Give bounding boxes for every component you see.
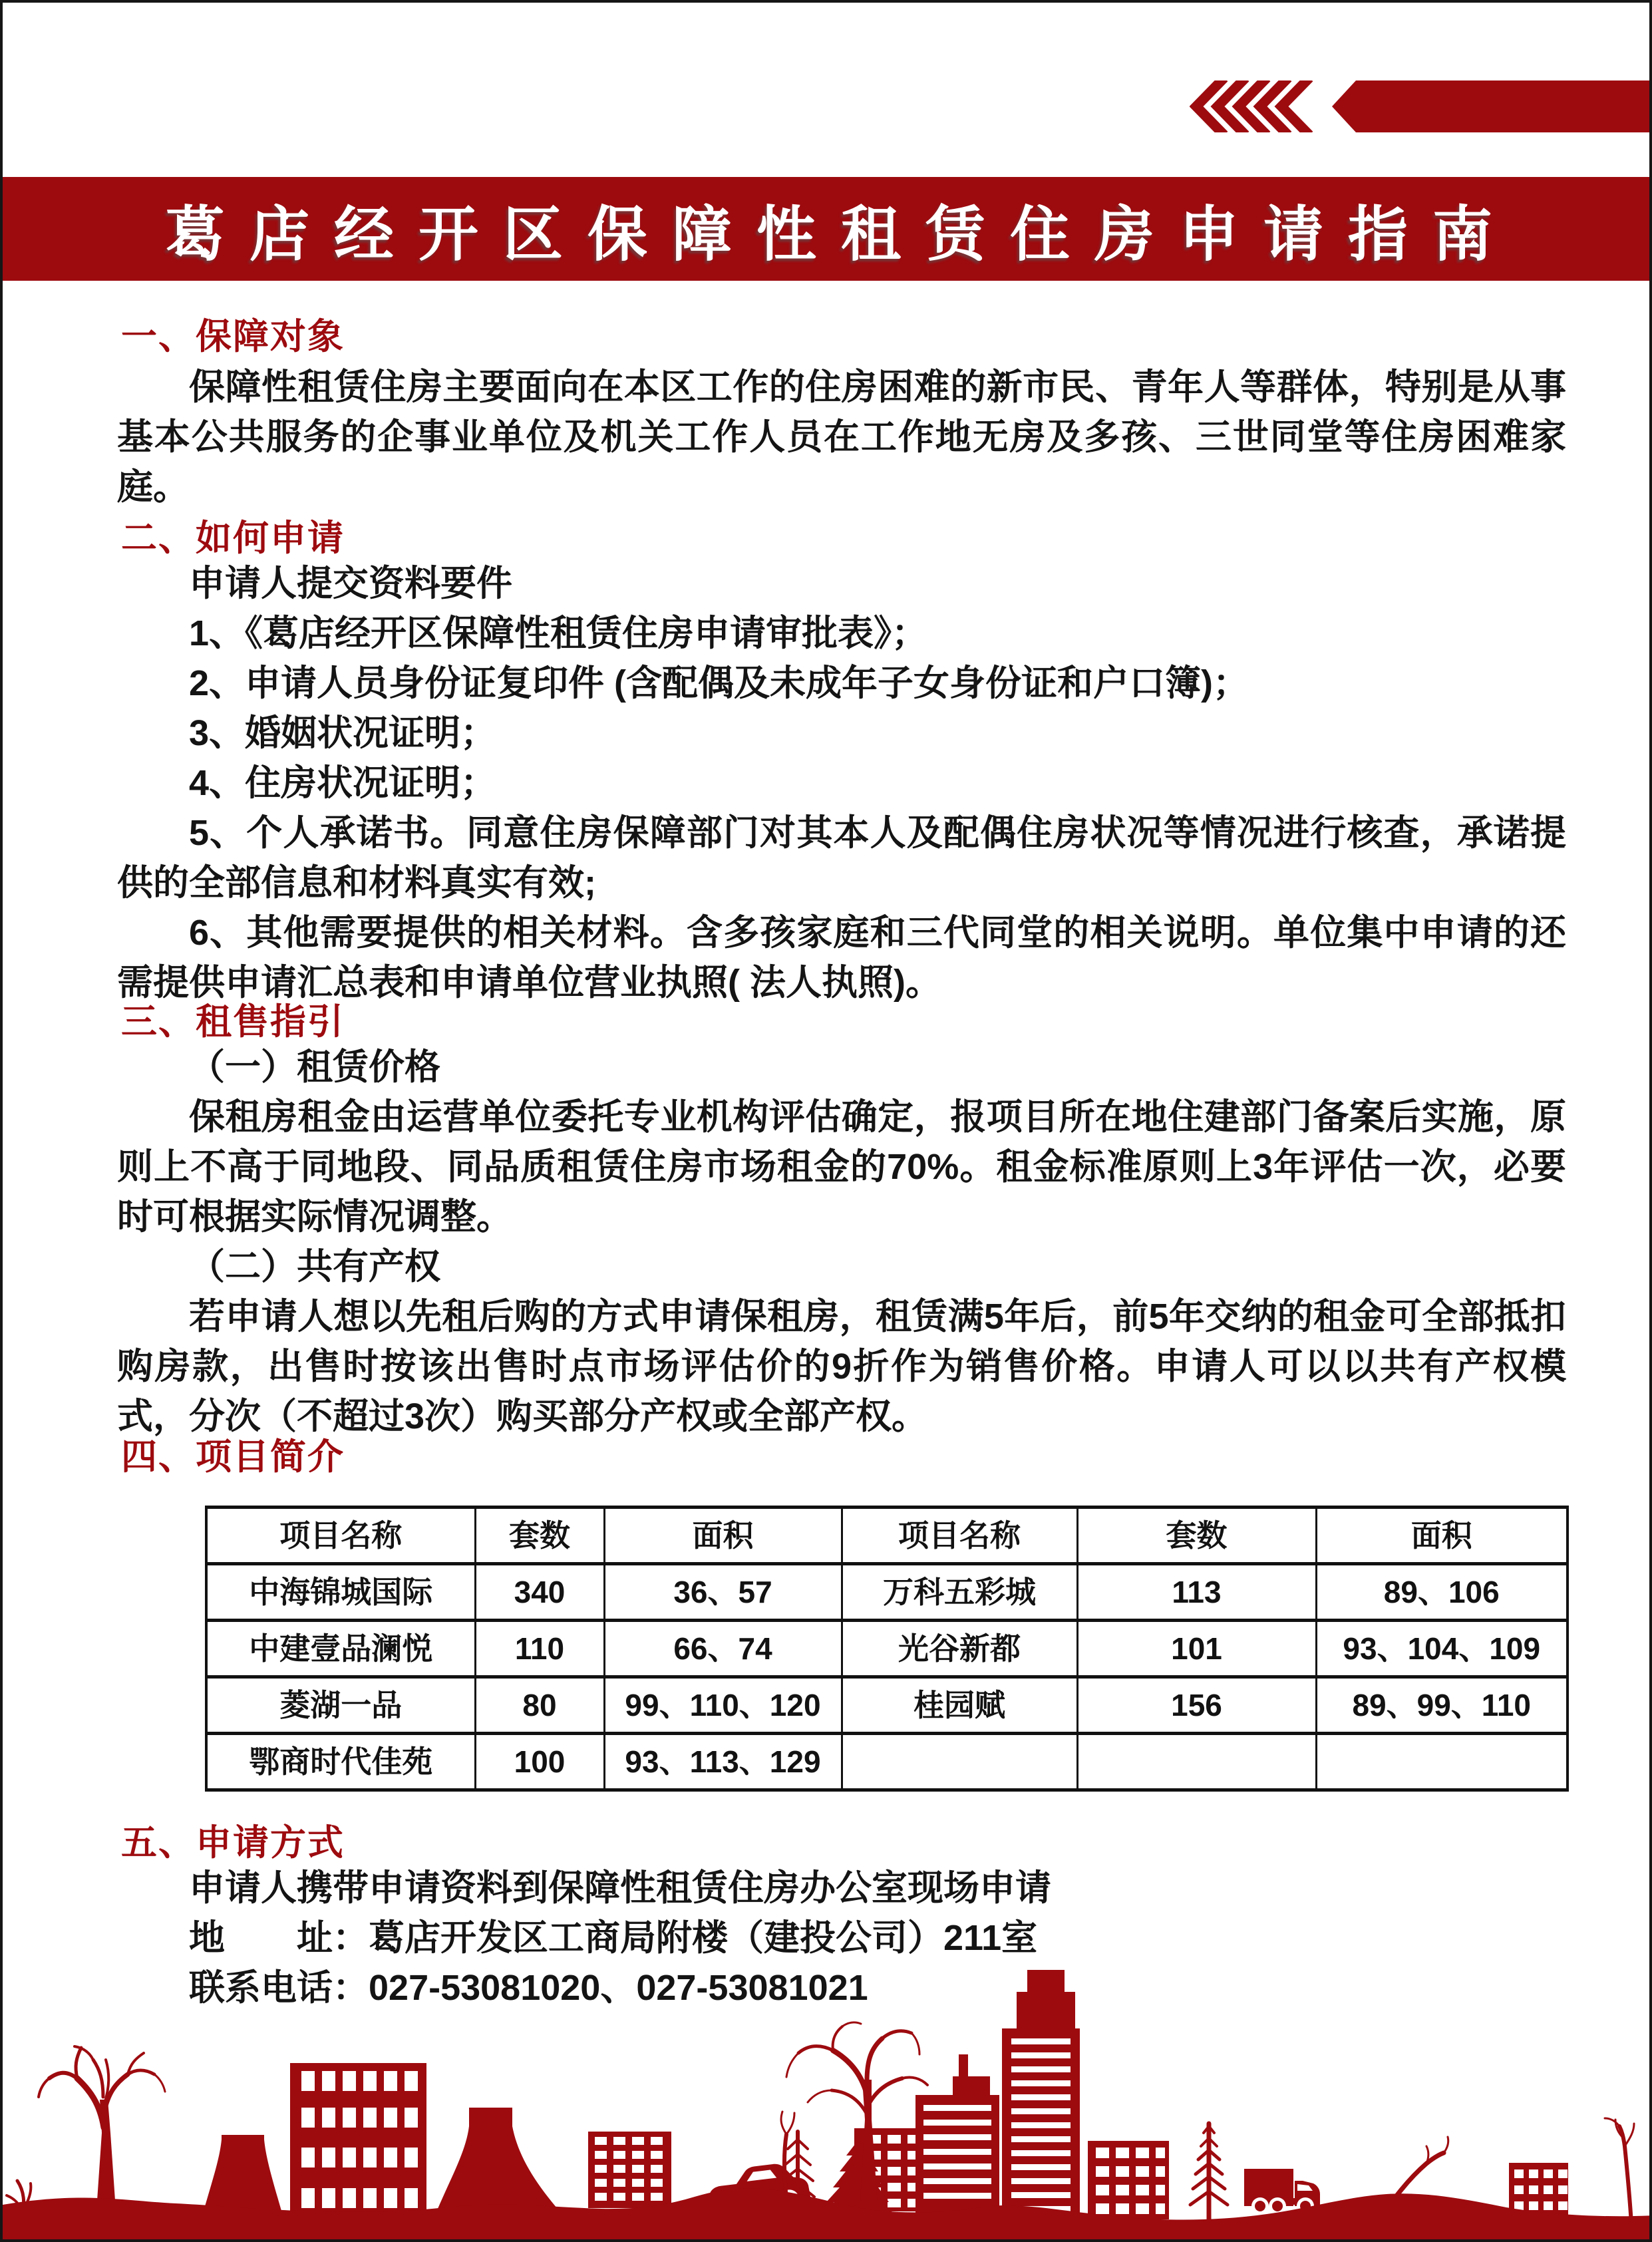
list-item: 2、申请人员身份证复印件 (含配偶及未成年子女身份证和户口簿)； bbox=[189, 663, 1249, 703]
thin-tree-icon bbox=[1605, 2118, 1634, 2225]
table-cell: 100 bbox=[475, 1734, 604, 1790]
column-header: 面积 bbox=[1316, 1508, 1568, 1564]
page-title: 葛店经开区保障性租赁住房申请指南 bbox=[165, 202, 1517, 268]
column-header: 项目名称 bbox=[206, 1508, 475, 1564]
table-row bbox=[206, 1621, 1568, 1677]
phone-line: 联系电话：027-53081020、027-53081021 bbox=[189, 1968, 868, 2008]
cooling-tower-icon bbox=[434, 2108, 566, 2218]
table-cell: 89、99、110 bbox=[1316, 1677, 1568, 1734]
table-row bbox=[206, 1734, 1568, 1790]
section-heading-1: 一、保障对象 bbox=[121, 317, 345, 357]
table-cell: 110 bbox=[475, 1621, 604, 1677]
apply-line: 申请人携带申请资料到保障性租赁住房办公室现场申请 bbox=[189, 1868, 1051, 1908]
building-icon bbox=[588, 2132, 671, 2208]
column-header: 套数 bbox=[1077, 1508, 1316, 1564]
column-header: 面积 bbox=[604, 1508, 842, 1564]
table-cell: 101 bbox=[1077, 1621, 1316, 1677]
table-cell: 36、57 bbox=[604, 1564, 842, 1621]
table-cell: 93、104、109 bbox=[1316, 1621, 1568, 1677]
column-header: 项目名称 bbox=[842, 1508, 1077, 1564]
table-cell bbox=[842, 1734, 1077, 1790]
section-heading-2: 二、如何申请 bbox=[121, 518, 345, 558]
table-cell: 万科五彩城 bbox=[842, 1564, 1077, 1621]
section-heading-3: 三、租售指引 bbox=[121, 1002, 345, 1042]
table-cell: 99、110、120 bbox=[604, 1677, 842, 1734]
table-cell: 鄂商时代佳苑 bbox=[206, 1734, 475, 1790]
table-cell: 93、113、129 bbox=[604, 1734, 842, 1790]
city-skyline-illustration bbox=[3, 1960, 1652, 2239]
section1-paragraph: 保障性租赁住房主要面向在本区工作的住房困难的新市民、青年人等群体，特别是从事基本公共服务的企事业单位及机关工作人员在工作地无房及多孩、三世同堂等住房困难家庭。 bbox=[117, 367, 1566, 507]
table-cell: 中海锦城国际 bbox=[206, 1564, 475, 1621]
list-item: 1、《葛店经开区保障性租赁住房申请审批表》； bbox=[189, 613, 928, 653]
table-cell: 89、106 bbox=[1316, 1564, 1568, 1621]
section3-paragraph-1: 保租房租金由运营单位委托专业机构评估确定，报项目所在地住建部门备案后实施，原则上不高于同地段、同品质租赁住房市场租金的70%。租金标准原则上3年评估一次，必要时可根据实际情况调整。 bbox=[117, 1097, 1566, 1237]
table-cell bbox=[1316, 1734, 1568, 1790]
table-cell: 菱湖一品 bbox=[206, 1677, 475, 1734]
table-cell: 光谷新都 bbox=[842, 1621, 1077, 1677]
title-banner bbox=[3, 177, 1652, 281]
list-item: 5、个人承诺书。同意住房保障部门对其本人及配偶住房状况等情况进行核查，承诺提供的全部信息和材料真实有效; bbox=[117, 813, 1566, 903]
section3-paragraph-2: 若申请人想以先租后购的方式申请保租房，租赁满5年后，前5年交纳的租金可全部抵扣购房款，出售时按该出售时点市场评估价的9折作为销售价格。申请人可以以共有产权模式，分次（不超过3次）购买部分产权或全部产权。 bbox=[117, 1297, 1566, 1436]
table-row bbox=[206, 1564, 1568, 1621]
skyscraper-icon bbox=[1002, 1970, 1080, 2221]
table-cell: 156 bbox=[1077, 1677, 1316, 1734]
bare-tree-icon bbox=[39, 2046, 165, 2210]
table-cell: 中建壹品澜悦 bbox=[206, 1621, 475, 1677]
building-icon bbox=[1088, 2141, 1169, 2219]
document-body bbox=[117, 305, 1566, 2013]
table-cell: 113 bbox=[1077, 1564, 1316, 1621]
projects-table bbox=[205, 1506, 1569, 1792]
table-header-row bbox=[206, 1508, 1568, 1564]
sub-heading: （二）共有产权 bbox=[189, 1247, 440, 1287]
table-cell: 桂园赋 bbox=[842, 1677, 1077, 1734]
table-cell bbox=[1077, 1734, 1316, 1790]
column-header: 套数 bbox=[475, 1508, 604, 1564]
pine-tree-icon bbox=[1190, 2124, 1228, 2226]
list-item: 3、婚姻状况证明； bbox=[189, 713, 497, 753]
building-icon bbox=[915, 2054, 999, 2215]
sub-heading: （一）租赁价格 bbox=[189, 1047, 440, 1087]
chimney-icon bbox=[202, 2135, 283, 2215]
section-heading-4: 四、项目简介 bbox=[121, 1437, 345, 1477]
list-item: 4、住房状况证明； bbox=[189, 763, 497, 803]
table-cell: 80 bbox=[475, 1677, 604, 1734]
building-icon bbox=[290, 2063, 426, 2215]
list-item: 6、其他需要提供的相关材料。含多孩家庭和三代同堂的相关说明。单位集中申请的还需提供申请汇总表和申请单位营业执照( 法人执照)。 bbox=[117, 913, 1566, 1003]
table-cell: 340 bbox=[475, 1564, 604, 1621]
address-line: 地 址：葛店开发区工商局附楼（建投公司）211室 bbox=[189, 1918, 1038, 1958]
section-heading-5: 五、申请方式 bbox=[121, 1823, 345, 1863]
table-row bbox=[206, 1677, 1568, 1734]
table-cell: 66、74 bbox=[604, 1621, 842, 1677]
section2-intro: 申请人提交资料要件 bbox=[189, 563, 512, 603]
chevron-band-icon bbox=[1190, 80, 1652, 132]
